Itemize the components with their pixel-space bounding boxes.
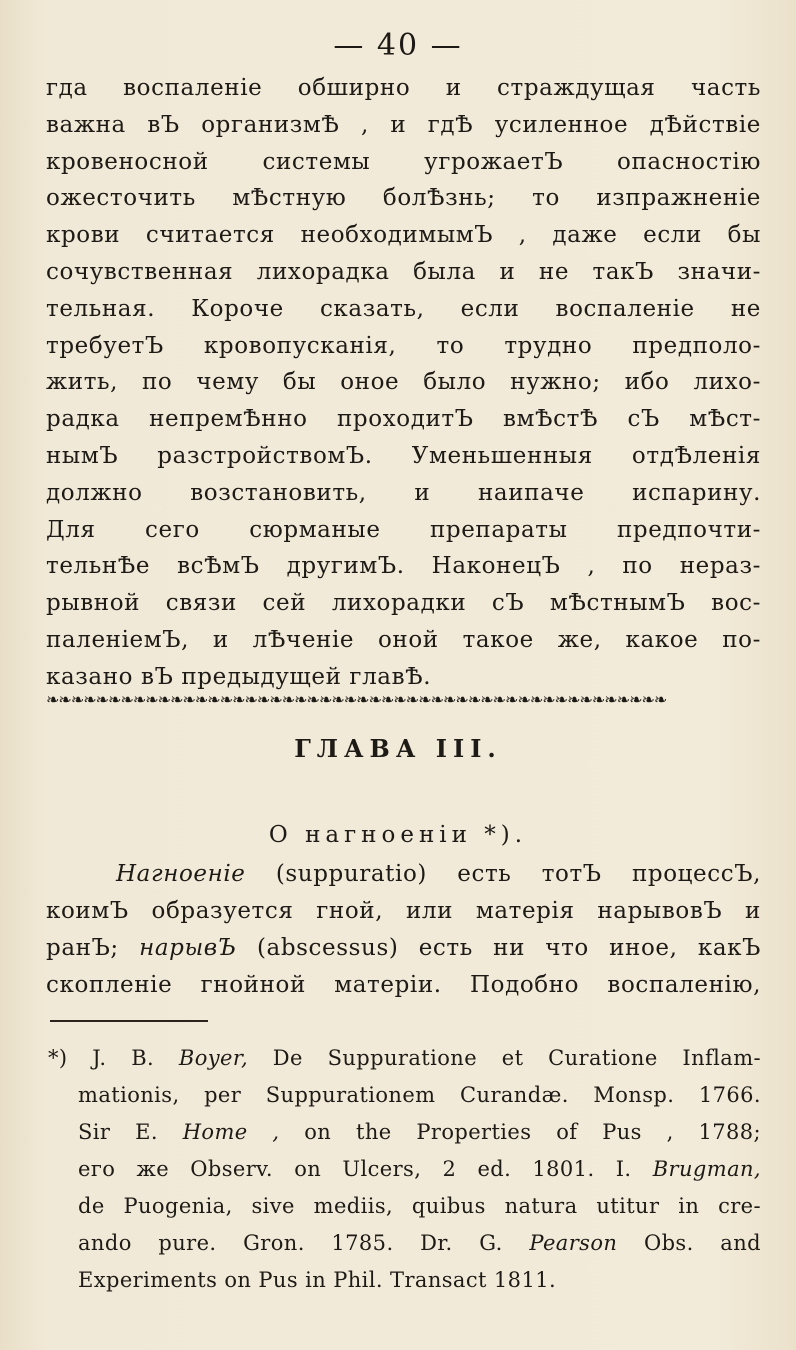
author-name: Brugman, — [652, 1157, 761, 1181]
section-title: О нагноеніи *). — [268, 822, 528, 848]
text-line: Для сего сюрманые препараты предпочти- — [46, 516, 761, 543]
page-number: — 40 — — [333, 28, 463, 63]
footnote-line — [48, 1114, 761, 1151]
text-line: казано вЪ предыдущей главѢ. — [46, 663, 432, 690]
text-line: ожесточить мѢстную болѢзнь; то изпражненіе — [46, 185, 761, 212]
author-name: Pearson — [529, 1231, 618, 1255]
footnote — [48, 1040, 761, 1299]
ornament-divider: ❧❧❧❧❧❧❧❧❧❧❧❧❧❧❧❧❧❧❧❧❧❧❧❧❧❧❧❧❧❧❧❧❧❧❧❧❧❧❧❧❧❧❧❧❧❧❧❧❧❧ — [46, 690, 667, 709]
text-line: рывной связи сей лихорадки сЪ мѢстнымЪ вос- — [46, 590, 761, 617]
text-segment: ранЪ; — [46, 935, 119, 961]
text-line: радка непремѢнно проходитЪ вмѢстѢ сЪ мѢст- — [46, 406, 761, 433]
text-line — [46, 856, 761, 893]
chapter-title: ГЛАВА III. — [294, 734, 502, 763]
author-name: Boyer, — [178, 1046, 249, 1070]
footnote-line — [48, 1040, 761, 1077]
text-line: тельнѢе всѢмЪ другимЪ. НаконецЪ , по нераз- — [46, 553, 761, 580]
footnote-line: de Puogenia, sive mediis, quibus natura utitur in cre- — [78, 1194, 761, 1218]
footnote-line: mationis, per Suppurationem Curandæ. Monsp. 1766. — [78, 1083, 761, 1107]
text-line: требуетЪ кровопусканія, то трудно предполо- — [46, 332, 761, 359]
author-name: Home , — [182, 1120, 280, 1144]
text-segment: J. B. — [92, 1046, 155, 1070]
text-line — [46, 930, 761, 967]
chapter-paragraph — [46, 856, 761, 1004]
text-segment: Sir E. — [78, 1120, 158, 1144]
footnote-rule — [50, 1020, 208, 1022]
footnote-line — [48, 1225, 761, 1262]
text-segment: ando pure. Gron. 1785. Dr. G. — [78, 1231, 503, 1255]
text-line: гда воспаленіе обширно и страждущая часть — [46, 75, 761, 101]
text-segment: Obs. and — [643, 1231, 761, 1255]
term-suppuration: Нагноеніе — [116, 861, 246, 887]
text-line: важна вЪ организмѢ , и гдѢ усиленное дѢйствіе — [46, 111, 761, 138]
text-line: крови считается необходимымЪ , даже если бы — [46, 222, 761, 249]
term-abscess: нарывЪ — [139, 935, 237, 961]
text-line: должно возстановить, и наипаче испарину. — [46, 479, 761, 506]
text-line: скопленіе гнойной матеріи. Подобно воспаленію, — [46, 972, 761, 998]
text-line: паленіемЪ, и лѢченіе оной такое же, какое по- — [46, 626, 761, 653]
text-segment: (suppuratio) есть тотЪ процессЪ, — [275, 861, 762, 887]
text-segment: (abscessus) есть ни что иное, какЪ — [256, 935, 761, 961]
text-line: жить, по чему бы оное было нужно; ибо лихо- — [46, 369, 761, 396]
text-segment: on the Properties of Pus , 1788; — [304, 1120, 761, 1144]
text-line: коимЪ образуется гной, или матерія нарывовЪ и — [46, 898, 761, 924]
body-text — [46, 70, 761, 696]
text-line: тельная. Короче сказать, если воспаленіе не — [46, 295, 761, 322]
footnote-line — [48, 1151, 761, 1188]
text-line: сочувственная лихорадка была и не такЪ значи- — [46, 258, 761, 285]
footnote-marker: *) — [48, 1046, 68, 1070]
text-line: нымЪ разстройствомЪ. Уменьшенныя отдѢленія — [46, 442, 761, 469]
text-segment: его же Observ. on Ulcers, 2 ed. 1801. I. — [78, 1157, 632, 1181]
text-segment: De Suppuratione et Curatione Inflam- — [272, 1046, 762, 1070]
footnote-line: Experiments on Pus in Phil. Transact 1811. — [78, 1268, 557, 1292]
text-line: кровеносной системы угрожаетЪ опасностію — [46, 148, 761, 175]
